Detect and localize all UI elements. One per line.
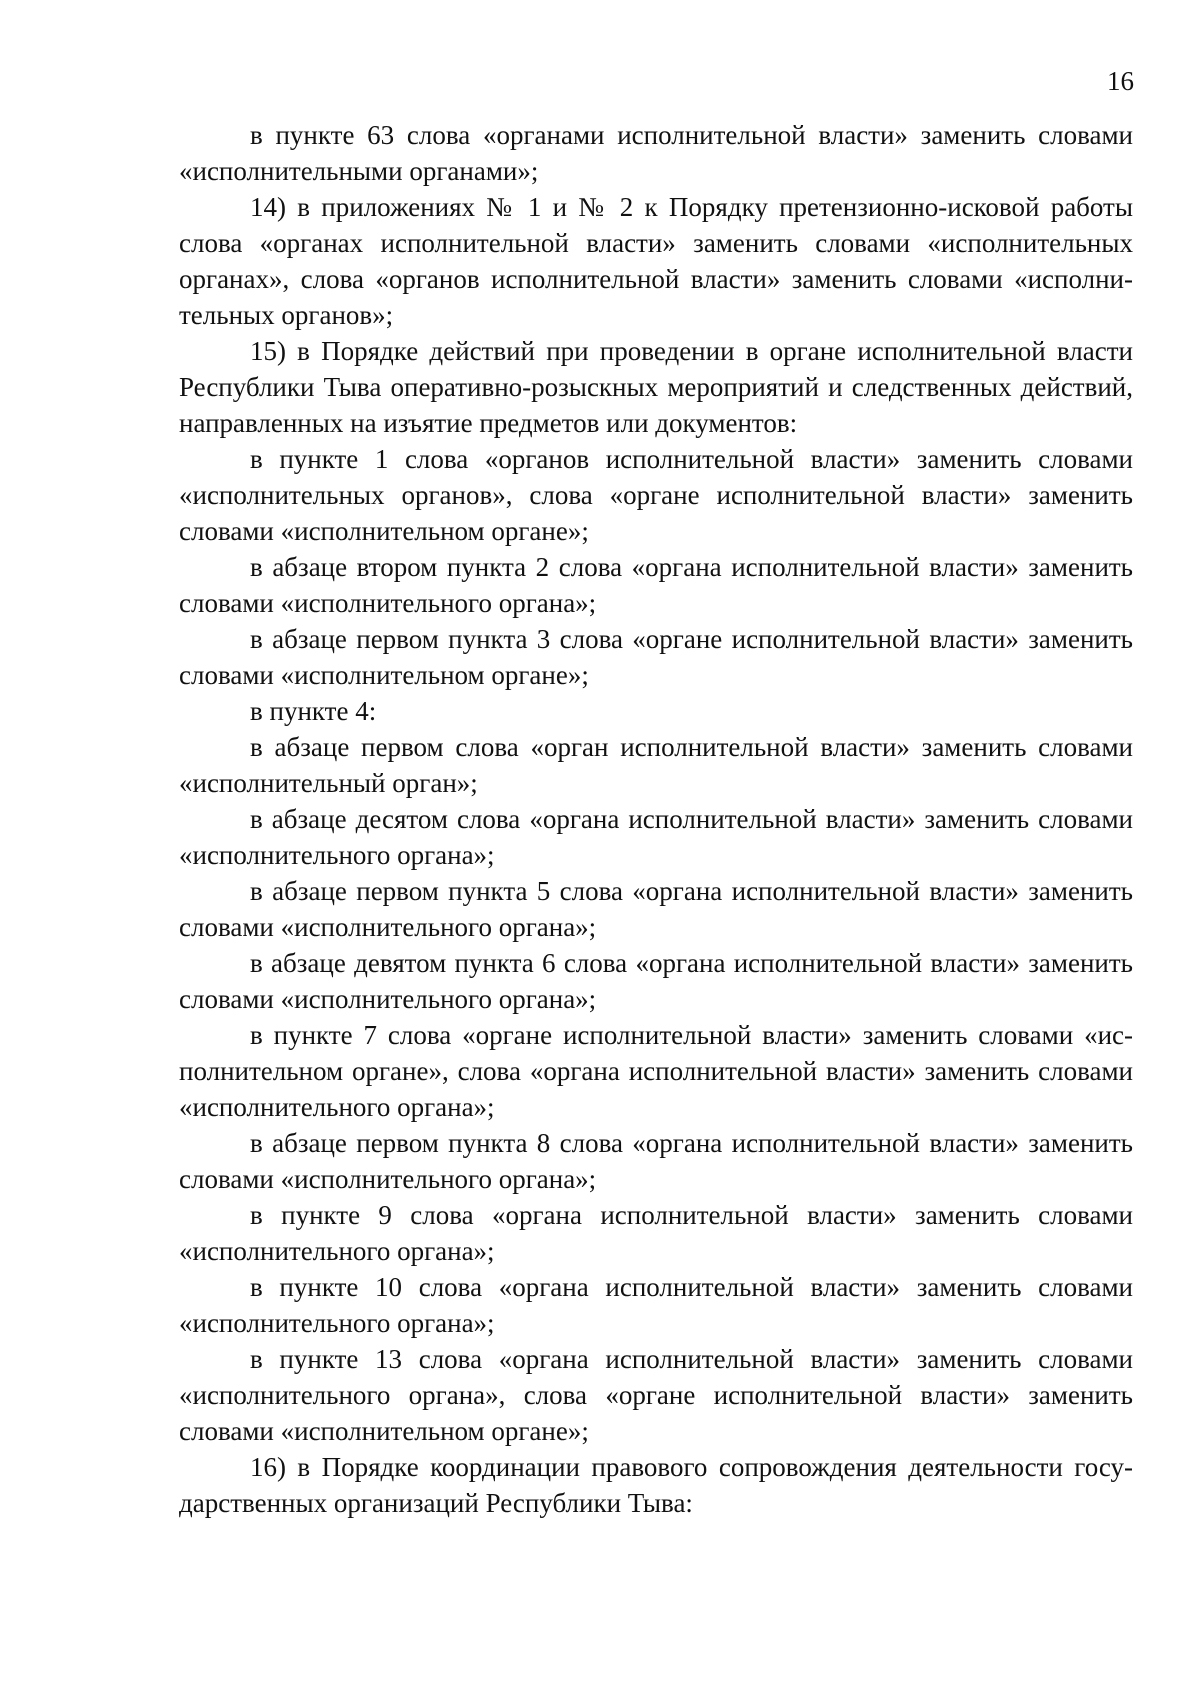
paragraph: в абзаце первом пункта 8 слова «органа исполнительной власти» заменить словами «исполнительного органа»; [179, 1128, 1133, 1194]
document-body [179, 117, 1133, 1521]
paragraph: в абзаце первом пункта 5 слова «органа исполнительной власти» заменить словами «исполнительного органа»; [179, 876, 1133, 942]
paragraph: 15) в Порядке действий при проведении в органе исполнительной власти Республики Тыва оперативно-розыскных мероприятий и следственных действий, направленных на изъятие предметов или документов: [179, 336, 1133, 438]
paragraph: в абзаце первом слова «орган исполнительной власти» заменить словами «исполнительный орган»; [179, 732, 1133, 798]
paragraph: в абзаце первом пункта 3 слова «органе исполнительной власти» заменить словами «исполнительном органе»; [179, 624, 1133, 690]
paragraph: в пункте 9 слова «органа исполнительной власти» заменить словами «исполнительного органа»; [179, 1200, 1133, 1266]
page-number: 16 [1107, 66, 1134, 96]
paragraph: в абзаце девятом пункта 6 слова «органа исполнительной власти» заменить словами «исполнительного органа»; [179, 948, 1133, 1014]
paragraph: в абзаце десятом слова «органа исполнительной власти» заменить словами «исполнительного органа»; [179, 804, 1133, 870]
paragraph: в пункте 1 слова «органов исполнительной власти» заменить словами «исполнительных органов», слова «органе исполнительной власти» заменить словами «исполнительном органе»; [179, 444, 1133, 546]
paragraph: в абзаце втором пункта 2 слова «органа исполнительной власти» заменить словами «исполнительного органа»; [179, 552, 1133, 618]
paragraph: 14) в приложениях № 1 и № 2 к Порядку претензионно-исковой работы слова «органах исполнительной власти» заменить словами «исполнительных органах», слова «органов исполнительной власти» заменить словами «исполнительных органов»; [179, 192, 1133, 330]
paragraph: в пункте 13 слова «органа исполнительной власти» заменить словами «исполнительного органа», слова «органе исполнительной власти» заменить словами «исполнительном органе»; [179, 1344, 1133, 1446]
paragraph: в пункте 7 слова «органе исполнительной власти» заменить словами «исполнительном органе», слова «органа исполнительной власти» заменить словами «исполнительного органа»; [179, 1020, 1133, 1122]
paragraph: в пункте 63 слова «органами исполнительной власти» заменить словами «исполнительными органами»; [179, 120, 1133, 186]
paragraph: 16) в Порядке координации правового сопровождения деятельности государственных организаций Республики Тыва: [179, 1452, 1133, 1518]
paragraph: в пункте 4: [250, 696, 377, 726]
paragraph: в пункте 10 слова «органа исполнительной власти» заменить словами «исполнительного органа»; [179, 1272, 1133, 1338]
